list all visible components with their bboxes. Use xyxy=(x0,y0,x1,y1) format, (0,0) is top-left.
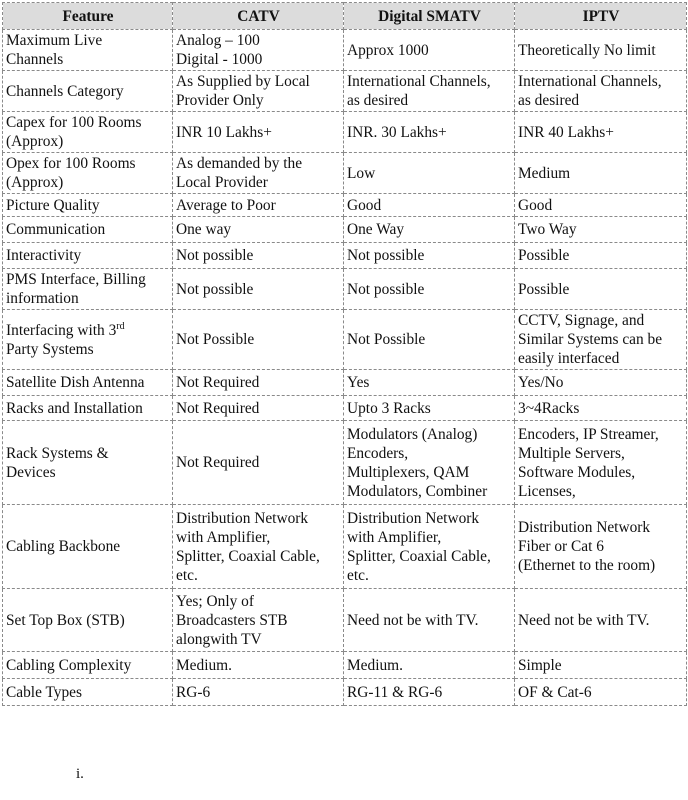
cell-catv xyxy=(173,71,344,112)
header-feature: Feature xyxy=(3,3,173,30)
cell-digital-smatv xyxy=(344,243,515,269)
cell-line: Medium. xyxy=(176,656,233,674)
cell-line: (Approx) xyxy=(6,174,64,191)
cell-line: Yes; Only of xyxy=(176,592,254,610)
cell-line: Encoders, IP Streamer, xyxy=(518,425,659,443)
cell-line: Communication xyxy=(6,221,106,238)
header-catv: CATV xyxy=(173,3,344,30)
cell-feature xyxy=(3,652,173,679)
cell-digital-smatv xyxy=(344,505,515,589)
cell-feature xyxy=(3,194,173,217)
cell-digital-smatv xyxy=(344,652,515,679)
table-row xyxy=(3,370,687,396)
cell-line: alongwith TV xyxy=(176,630,262,648)
superscript: rd xyxy=(116,320,125,332)
cell-line: Average to Poor xyxy=(176,196,276,214)
cell-line: (Ethernet to the room) xyxy=(518,557,656,574)
cell-line: Racks and Installation xyxy=(6,399,143,417)
cell-line: Analog – 100 xyxy=(176,32,260,49)
cell-line: Yes/No xyxy=(518,374,564,391)
cell-line: Upto 3 Racks xyxy=(347,399,431,417)
cell-line: Not Required xyxy=(176,374,260,391)
cell-line: Provider Only xyxy=(176,92,264,109)
cell-line: Interactivity xyxy=(6,247,82,264)
cell-feature xyxy=(3,421,173,505)
cell-line: Set Top Box (STB) xyxy=(6,611,125,629)
cell-feature xyxy=(3,679,173,706)
table-row xyxy=(3,71,687,112)
cell-line: with Amplifier, xyxy=(176,528,271,546)
cell-catv xyxy=(173,421,344,505)
cell-line: Similar Systems can be xyxy=(518,331,663,348)
table-row xyxy=(3,310,687,370)
cell-line: Software Modules, xyxy=(518,463,636,481)
cell-feature xyxy=(3,396,173,421)
cell-digital-smatv xyxy=(344,112,515,153)
cell-line: Approx 1000 xyxy=(347,41,429,59)
cell-line: Theoretically No limit xyxy=(518,41,656,59)
cell-line: etc. xyxy=(347,566,369,584)
cell-catv xyxy=(173,269,344,310)
cell-line: INR 40 Lakhs+ xyxy=(518,123,614,141)
cell-line: Not Required xyxy=(176,399,260,417)
cell-line: Local Provider xyxy=(176,174,268,191)
cell-catv xyxy=(173,679,344,706)
cell-line: easily interfaced xyxy=(518,350,620,367)
cell-digital-smatv xyxy=(344,30,515,71)
cell-text: Interfacing with 3 xyxy=(6,321,117,339)
header-digital-smatv: Digital SMATV xyxy=(344,3,515,30)
cell-iptv xyxy=(515,396,687,421)
cell-line: OF & Cat-6 xyxy=(518,683,592,701)
cell-line: Cabling Backbone xyxy=(6,538,121,555)
cell-line: Splitter, Coaxial Cable, xyxy=(176,547,320,565)
cell-line: International Channels, xyxy=(518,73,662,90)
cell-line: Modulators (Analog) xyxy=(347,425,478,443)
cell-line: Fiber or Cat 6 xyxy=(518,538,604,555)
cell-digital-smatv xyxy=(344,153,515,194)
header-iptv: IPTV xyxy=(515,3,687,30)
cell-line: 3~4Racks xyxy=(518,399,580,417)
cell-line xyxy=(6,321,170,340)
cell-line: Rack Systems & xyxy=(6,444,109,462)
cell-line: Licenses, xyxy=(518,482,576,500)
cell-line: Multiplexers, QAM xyxy=(347,463,470,481)
cell-line: Not possible xyxy=(347,247,425,264)
cell-line: Possible xyxy=(518,280,570,298)
footer-list-marker: i. xyxy=(76,766,84,782)
cell-line: Medium xyxy=(518,164,571,182)
cell-line: Medium. xyxy=(347,656,404,674)
cell-catv xyxy=(173,310,344,370)
cell-line: Not Required xyxy=(176,454,260,471)
cell-line: Two Way xyxy=(518,221,577,238)
cell-digital-smatv xyxy=(344,310,515,370)
cell-iptv xyxy=(515,112,687,153)
cell-feature xyxy=(3,243,173,269)
cell-line: Channels xyxy=(6,51,64,68)
cell-line: etc. xyxy=(176,566,198,584)
cell-line: INR 10 Lakhs+ xyxy=(176,123,272,141)
cell-digital-smatv xyxy=(344,217,515,243)
cell-feature xyxy=(3,71,173,112)
cell-feature xyxy=(3,370,173,396)
cell-iptv xyxy=(515,194,687,217)
cell-line: Modulators, Combiner xyxy=(347,482,488,500)
cell-line: Cable Types xyxy=(6,683,83,701)
table-row xyxy=(3,153,687,194)
cell-catv xyxy=(173,396,344,421)
cell-line: RG-6 xyxy=(176,683,211,701)
cell-line: Cabling Complexity xyxy=(6,656,132,674)
cell-iptv xyxy=(515,589,687,652)
cell-line: Not possible xyxy=(176,247,254,264)
cell-iptv xyxy=(515,679,687,706)
cell-line: PMS Interface, Billing xyxy=(6,271,146,288)
cell-digital-smatv xyxy=(344,269,515,310)
cell-feature xyxy=(3,112,173,153)
cell-line: Encoders, xyxy=(347,444,409,462)
cell-line: RG-11 & RG-6 xyxy=(347,683,443,701)
cell-feature xyxy=(3,30,173,71)
cell-line: Devices xyxy=(6,463,56,481)
cell-line: Not possible xyxy=(176,280,254,298)
cell-line: One Way xyxy=(347,221,405,238)
cell-iptv xyxy=(515,652,687,679)
cell-digital-smatv xyxy=(344,71,515,112)
cell-line: information xyxy=(6,290,79,307)
cell-line: Digital - 1000 xyxy=(176,51,263,68)
table-row xyxy=(3,589,687,652)
cell-catv xyxy=(173,112,344,153)
cell-catv xyxy=(173,243,344,269)
cell-iptv xyxy=(515,217,687,243)
cell-line: Splitter, Coaxial Cable, xyxy=(347,547,491,565)
cell-digital-smatv xyxy=(344,679,515,706)
cell-feature xyxy=(3,269,173,310)
cell-line: As Supplied by Local xyxy=(176,73,310,90)
cell-line: One way xyxy=(176,221,232,238)
cell-line: International Channels, xyxy=(347,73,491,90)
cell-line: Distribution Network xyxy=(347,509,480,527)
cell-iptv xyxy=(515,370,687,396)
cell-catv xyxy=(173,194,344,217)
cell-line: Satellite Dish Antenna xyxy=(6,374,145,391)
cell-line: INR. 30 Lakhs+ xyxy=(347,123,447,141)
cell-line: Need not be with TV. xyxy=(518,611,650,629)
header-row xyxy=(3,3,687,30)
cell-feature xyxy=(3,310,173,370)
cell-feature xyxy=(3,589,173,652)
table-row xyxy=(3,421,687,505)
document xyxy=(2,2,686,782)
cell-line: Party Systems xyxy=(6,340,94,358)
cell-catv xyxy=(173,30,344,71)
cell-iptv xyxy=(515,243,687,269)
cell-line: Possible xyxy=(518,247,570,264)
cell-line: as desired xyxy=(518,92,580,109)
table-row xyxy=(3,217,687,243)
cell-iptv xyxy=(515,421,687,505)
cell-line: Picture Quality xyxy=(6,196,100,214)
cell-line: Not Possible xyxy=(347,331,426,348)
cell-feature xyxy=(3,217,173,243)
cell-feature xyxy=(3,153,173,194)
cell-iptv xyxy=(515,153,687,194)
cell-line: Yes xyxy=(347,374,370,391)
cell-line: Low xyxy=(347,164,376,182)
cell-feature xyxy=(3,505,173,589)
cell-line: Not possible xyxy=(347,280,425,298)
table-row xyxy=(3,269,687,310)
cell-line: Not Possible xyxy=(176,331,255,348)
cell-line: Channels Category xyxy=(6,82,124,100)
table-row xyxy=(3,243,687,269)
cell-line: Distribution Network xyxy=(176,509,309,527)
cell-catv xyxy=(173,217,344,243)
cell-iptv xyxy=(515,269,687,310)
cell-catv xyxy=(173,652,344,679)
cell-digital-smatv xyxy=(344,421,515,505)
table-row xyxy=(3,505,687,589)
cell-digital-smatv xyxy=(344,396,515,421)
cell-digital-smatv xyxy=(344,589,515,652)
cell-catv xyxy=(173,589,344,652)
cell-catv xyxy=(173,505,344,589)
cell-line: Multiple Servers, xyxy=(518,444,625,462)
cell-line: Broadcasters STB xyxy=(176,611,288,629)
cell-digital-smatv xyxy=(344,194,515,217)
cell-line: Simple xyxy=(518,656,562,674)
cell-line: Need not be with TV. xyxy=(347,611,479,629)
cell-iptv xyxy=(515,71,687,112)
cell-line: As demanded by the xyxy=(176,155,303,172)
cell-iptv xyxy=(515,505,687,589)
table-row xyxy=(3,194,687,217)
table-row xyxy=(3,679,687,706)
cell-iptv xyxy=(515,310,687,370)
table-row xyxy=(3,112,687,153)
cell-line: Capex for 100 Rooms xyxy=(6,114,142,131)
table-row xyxy=(3,396,687,421)
cell-catv xyxy=(173,153,344,194)
table-row xyxy=(3,30,687,71)
cell-line: as desired xyxy=(347,92,409,109)
table-row xyxy=(3,652,687,679)
cell-line: Good xyxy=(518,196,553,214)
cell-line: (Approx) xyxy=(6,133,64,150)
cell-catv xyxy=(173,370,344,396)
table-body xyxy=(3,30,687,706)
cell-iptv xyxy=(515,30,687,71)
cell-line: Distribution Network xyxy=(518,519,651,536)
cell-digital-smatv xyxy=(344,370,515,396)
comparison-table xyxy=(2,2,687,706)
cell-line: with Amplifier, xyxy=(347,528,442,546)
cell-line: Opex for 100 Rooms xyxy=(6,155,136,172)
cell-line: CCTV, Signage, and xyxy=(518,312,645,329)
cell-line: Good xyxy=(347,196,382,214)
cell-line: Maximum Live xyxy=(6,32,103,49)
